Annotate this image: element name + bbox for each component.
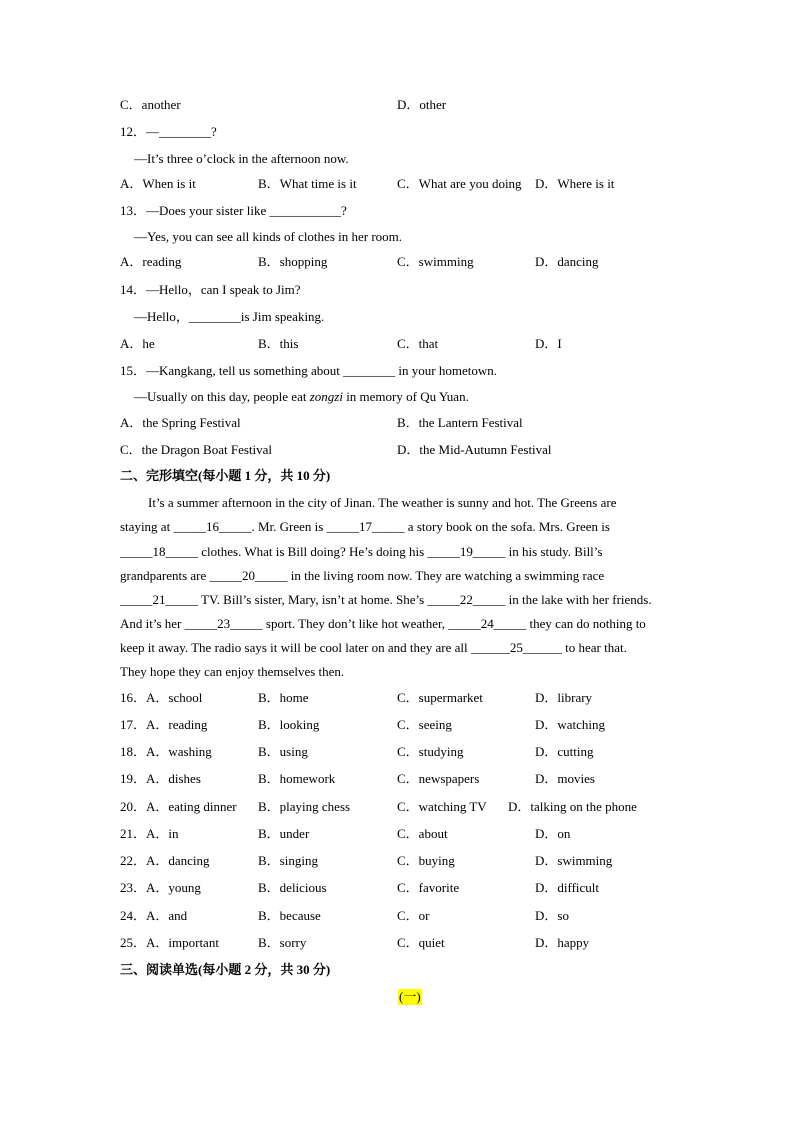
option-c: C．another	[120, 97, 181, 112]
question-stem-end: ?	[340, 203, 347, 218]
question-14: 14．—Hello，can I speak to Jim?	[120, 282, 301, 297]
dialog-line: —Yes, you can see all kinds of clothes in her room.	[134, 229, 403, 244]
question-13	[120, 203, 347, 219]
subsection-marker: (一)	[399, 989, 421, 1004]
passage-text: in his study. Bill’s	[505, 544, 603, 559]
dialog-text-end: is Jim speaking.	[240, 309, 325, 324]
option-a: 16．A．school	[120, 690, 203, 705]
section-title: 三、阅读单选(每小题 2 分，共 30 分)	[120, 962, 331, 977]
option-d: D．happy	[535, 935, 590, 950]
passage-text: a story book on the sofa. Mrs. Green is	[404, 519, 610, 534]
cloze-blank-19: _____19_____	[427, 544, 506, 559]
option-a: A．reading	[120, 254, 182, 269]
passage-line: They hope they can enjoy themselves then.	[120, 664, 345, 679]
option-a: A．the Spring Festival	[120, 415, 241, 430]
option-c: C．newspapers	[397, 771, 480, 786]
dialog-line: —It’s three o’clock in the afternoon now.	[134, 151, 349, 166]
option-d: D．difficult	[535, 880, 600, 895]
option-d: D．I	[535, 336, 562, 351]
passage-line	[120, 616, 646, 632]
passage-text: in the lake with her friends.	[505, 592, 652, 607]
question-15	[120, 363, 497, 379]
passage-text: keep it away. The radio says it will be cool later on and they are all	[120, 640, 471, 655]
option-c: C．What are you doing	[397, 176, 522, 191]
cloze-blank-17: _____17_____	[326, 519, 405, 534]
option-d: D．swimming	[535, 853, 613, 868]
option-a: 19．A．dishes	[120, 771, 201, 786]
question-stem-end: ?	[211, 124, 217, 139]
option-c: C．quiet	[397, 935, 445, 950]
option-c: C．about	[397, 826, 448, 841]
answer-blank: ________	[343, 363, 396, 378]
passage-text: grandparents are	[120, 568, 210, 583]
option-c: C．watching TV	[397, 799, 487, 814]
option-c: C．studying	[397, 744, 464, 759]
option-d: D．Where is it	[535, 176, 615, 191]
dialog-text: —Usually on this day, people eat	[134, 389, 310, 404]
option-c: C．the Dragon Boat Festival	[120, 442, 273, 457]
option-b: B．looking	[258, 717, 320, 732]
option-d: D．other	[397, 97, 447, 112]
answer-blank: ___________	[269, 203, 341, 218]
option-b: B．using	[258, 744, 308, 759]
passage-line	[120, 519, 610, 535]
option-b: B．this	[258, 336, 299, 351]
dialog-line	[134, 389, 469, 405]
option-d: D．on	[535, 826, 571, 841]
passage-text: TV. Bill’s sister, Mary, isn’t at home. She’s	[198, 592, 428, 607]
cloze-blank-21: _____21_____	[120, 592, 198, 607]
passage-line	[120, 544, 602, 560]
passage-line: It’s a summer afternoon in the city of Jinan. The weather is sunny and hot. The Greens are	[148, 495, 617, 510]
passage-text: to hear that.	[561, 640, 627, 655]
question-stem-end: in your hometown.	[395, 363, 497, 378]
option-b: B．homework	[258, 771, 336, 786]
option-a: 22．A．dancing	[120, 853, 210, 868]
option-b: B．sorry	[258, 935, 307, 950]
passage-text: in the living room now. They are watching a swimming race	[287, 568, 605, 583]
passage-text: sport. They don’t like hot weather,	[262, 616, 449, 631]
option-d: D．dancing	[535, 254, 599, 269]
option-a: 20．A．eating dinner	[120, 799, 237, 814]
passage-line	[120, 640, 627, 656]
passage-text: staying at	[120, 519, 174, 534]
cloze-blank-22: _____22_____	[427, 592, 506, 607]
option-b: B．delicious	[258, 880, 327, 895]
section-title: 二、完形填空(每小题 1 分，共 10 分)	[120, 468, 331, 483]
option-d: D．movies	[535, 771, 595, 786]
option-c: C．supermarket	[397, 690, 483, 705]
question-stem: 13．—Does your sister like	[120, 203, 270, 218]
passage-text: . Mr. Green is	[251, 519, 327, 534]
dialog-text-end: in memory of Qu Yuan.	[342, 389, 469, 404]
cloze-blank-24: _____24_____	[448, 616, 527, 631]
option-c: C．favorite	[397, 880, 460, 895]
option-b: B．because	[258, 908, 321, 923]
dialog-text: —Hello，	[134, 309, 189, 324]
cloze-blank-18: _____18_____	[120, 544, 198, 559]
option-c: C．seeing	[397, 717, 452, 732]
cloze-blank-20: _____20_____	[209, 568, 288, 583]
option-b: B．shopping	[258, 254, 328, 269]
dialog-line	[134, 309, 324, 325]
cloze-blank-23: _____23_____	[184, 616, 263, 631]
option-d: D．the Mid-Autumn Festival	[397, 442, 552, 457]
option-b: B．playing chess	[258, 799, 351, 814]
passage-text: And it’s her	[120, 616, 185, 631]
option-d: D．cutting	[535, 744, 594, 759]
passage-line	[120, 568, 604, 584]
question-stem: 12．—	[120, 124, 160, 139]
question-stem: 15．—Kangkang, tell us something about	[120, 363, 344, 378]
answer-blank: ________	[188, 309, 241, 324]
answer-blank: ________	[159, 124, 212, 139]
option-a: 18．A．washing	[120, 744, 212, 759]
option-c: C．swimming	[397, 254, 474, 269]
passage-line	[120, 592, 652, 608]
option-c: C．or	[397, 908, 430, 923]
italic-word: zongzi	[309, 389, 343, 404]
passage-text: they can do nothing to	[526, 616, 646, 631]
option-d: D．talking on the phone	[508, 799, 637, 814]
option-b: B．the Lantern Festival	[397, 415, 523, 430]
option-b: B．What time is it	[258, 176, 357, 191]
cloze-blank-25: ______25______	[470, 640, 562, 655]
option-a: 25．A．important	[120, 935, 219, 950]
passage-text: clothes. What is Bill doing? He’s doing his	[198, 544, 428, 559]
option-a: A．When is it	[120, 176, 196, 191]
option-a: A．he	[120, 336, 155, 351]
option-a: 24．A．and	[120, 908, 188, 923]
option-d: D．watching	[535, 717, 606, 732]
option-b: B．singing	[258, 853, 318, 868]
option-c: C．that	[397, 336, 439, 351]
option-b: B．home	[258, 690, 309, 705]
option-d: D．library	[535, 690, 593, 705]
option-a: 21．A．in	[120, 826, 179, 841]
option-a: 23．A．young	[120, 880, 201, 895]
option-a: 17．A．reading	[120, 717, 208, 732]
cloze-blank-16: _____16_____	[173, 519, 252, 534]
option-d: D．so	[535, 908, 569, 923]
option-c: C．buying	[397, 853, 455, 868]
option-b: B．under	[258, 826, 310, 841]
question-12	[120, 124, 217, 140]
